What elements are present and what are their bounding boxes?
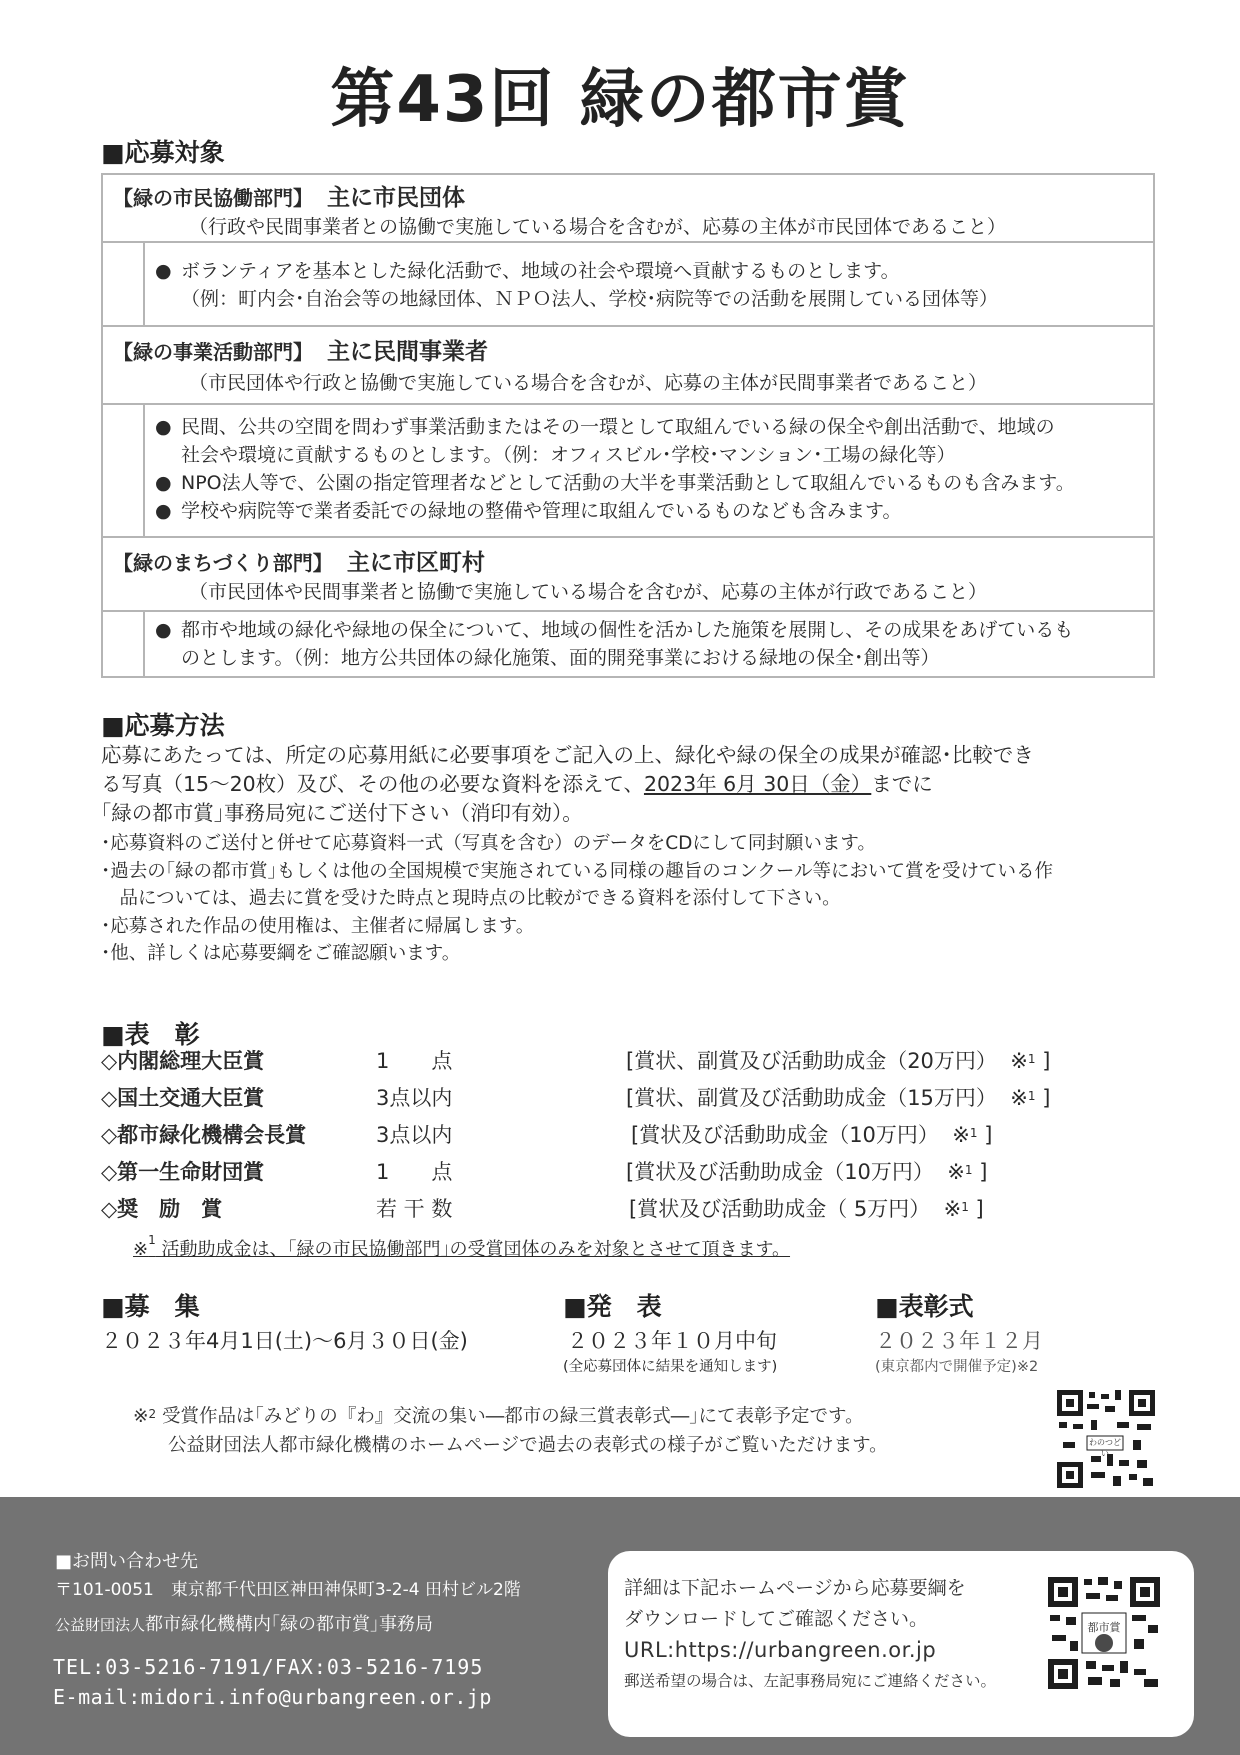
- method-notes: [101, 830, 1171, 968]
- award-mark: ※: [947, 1160, 965, 1184]
- contact-email[interactable]: E-mail:midori.info@urbangreen.or.jp: [53, 1685, 492, 1709]
- note-text: 受賞作品は｢みどりの『わ』交流の集い―都市の緑三賞表彰式―｣にて表彰予定です。: [162, 1406, 864, 1427]
- section-heading-method: ■応募方法: [101, 711, 225, 740]
- category-box-business: [101, 325, 1155, 538]
- award-count: 若 干 数: [376, 1197, 453, 1221]
- award-prize: [631, 1117, 992, 1154]
- award-name: ◇第一生命財団賞: [101, 1160, 265, 1184]
- award-name: ◇奨 励 賞: [101, 1197, 223, 1221]
- category-header: [103, 175, 1153, 243]
- award-prize-text: [賞状及び活動助成金（ 5万円）: [629, 1197, 931, 1221]
- bullet-text: （例：町内会･自治会等の地縁団体、ＮＰＯ法人、学校･病院等での活動を展開している団体等）: [181, 288, 999, 310]
- method-note: ･応募資料のご送付と併せて応募資料一式（写真を含む）のデータをCDにして同封願います。: [101, 833, 876, 854]
- award-close: ]: [979, 1160, 988, 1184]
- method-body: [101, 741, 1161, 828]
- schedule-heading: ■発 表: [563, 1292, 662, 1321]
- method-paragraph: 応募にあたっては、所定の応募用紙に必要事項をご記入の上、緑化や緑の保全の成果が確認･比較でき: [101, 743, 1034, 767]
- award-sup: 1: [1027, 1052, 1036, 1066]
- bullet-text: NPO法人等で、公園の指定管理者などとして活動の大半を事業活動として取組んでいるものも含みます。: [181, 472, 1075, 494]
- qr-code-ceremony[interactable]: [1057, 1390, 1155, 1488]
- category-body: [103, 403, 1153, 538]
- info-line: 郵送希望の場合は、左記事務局宛にご連絡ください。: [624, 1672, 997, 1690]
- category-title: [113, 544, 485, 577]
- info-line: 詳細は下記ホームページから応募要綱を: [624, 1577, 966, 1599]
- award-sup: 1: [969, 1126, 978, 1140]
- method-paragraph: ｢緑の都市賞｣事務局宛にご送付下さい（消印有効）。: [101, 801, 583, 825]
- award-mark: ※: [952, 1123, 970, 1147]
- schedule-heading: ■募 集: [101, 1292, 200, 1321]
- note-text: 公益財団法人都市緑化機構のホームページで過去の表彰式の様子がご覧いただけます。: [168, 1435, 888, 1456]
- ceremony-line: [133, 1402, 888, 1431]
- schedule-heading: ■表彰式: [875, 1292, 974, 1321]
- contact-org-small: 公益財団法人: [55, 1616, 146, 1634]
- footnote-mark: ※: [133, 1239, 149, 1260]
- award-close: ]: [984, 1123, 993, 1147]
- award-row: [101, 1154, 1181, 1191]
- divider: [143, 241, 145, 327]
- footnote-sup: 1: [148, 1233, 156, 1247]
- award-close: ]: [1042, 1049, 1051, 1073]
- award-row: [101, 1080, 1181, 1117]
- category-body: [103, 610, 1153, 678]
- schedule-announce: [563, 1287, 777, 1376]
- award-prize: [629, 1191, 984, 1228]
- award-prize-text: [賞状、副賞及び活動助成金（20万円）: [626, 1049, 997, 1073]
- award-prize: [626, 1043, 1050, 1080]
- qr-caption: わのつどい: [1089, 1438, 1121, 1458]
- award-count: 3点以内: [376, 1086, 453, 1110]
- qr-caption: 都市賞: [1087, 1621, 1121, 1634]
- method-text: る写真（15～20枚）及び、その他の必要な資料を添えて、: [101, 772, 644, 796]
- note-mark: ※: [133, 1406, 149, 1427]
- category-note: （市民団体や行政と協働で実施している場合を含むが、応募の主体が民間事業者であること）: [189, 372, 988, 394]
- bullet-icon: ●: [155, 416, 172, 438]
- qr-code-website[interactable]: [1048, 1577, 1160, 1689]
- category-header: [103, 327, 1153, 405]
- ceremony-note: [133, 1402, 888, 1460]
- award-prize-text: [賞状、副賞及び活動助成金（15万円）: [626, 1086, 997, 1110]
- footnote-text: 活動助成金は、｢緑の市民協働部門｣の受賞団体のみを対象とさせて頂きます。: [161, 1239, 791, 1260]
- bullet-text: 社会や環境に貢献するものとします。（例：オフィスビル･学校･マンション･工場の緑化等）: [181, 444, 956, 466]
- method-note: ･他、詳しくは応募要綱をご確認願います。: [101, 943, 461, 964]
- page-title: 第43回 緑の都市賞: [330, 63, 910, 137]
- award-sup: 1: [1027, 1089, 1036, 1103]
- award-close: ]: [975, 1197, 984, 1221]
- schedule-date: ２０２３年4月1日(土)～6月３０日(金): [101, 1329, 468, 1353]
- method-note: ･応募された作品の使用権は、主催者に帰属します。: [101, 915, 535, 937]
- bullet-item: [155, 616, 1073, 672]
- bullet-text: 学校や病院等で業者委託での緑地の整備や管理に取組んでいるものなども含みます。: [181, 500, 902, 522]
- award-footnote: [133, 1235, 790, 1261]
- category-note: （行政や民間事業者との協働で実施している場合を含むが、応募の主体が市民団体であること）: [189, 216, 1007, 238]
- award-count: 1 点: [376, 1160, 453, 1184]
- bullet-text: 民間、公共の空間を問わず事業活動またはその一環として取組んでいる緑の保全や創出活動で、地域の: [181, 416, 1055, 438]
- bullet-icon: ●: [155, 619, 172, 641]
- info-text: [624, 1573, 996, 1697]
- note-sup: 2: [148, 1407, 157, 1421]
- category-main: 主に市民団体: [327, 185, 465, 211]
- category-title: [113, 179, 465, 212]
- deadline: 2023年 6月 30日（金）: [643, 772, 872, 796]
- category-label: 【緑の市民協働部門】: [113, 186, 313, 210]
- contact-heading: ■お問い合わせ先: [55, 1551, 199, 1572]
- schedule-date: ２０２３年１０月中旬: [567, 1329, 777, 1353]
- award-close: ]: [1042, 1086, 1051, 1110]
- method-paragraph: [101, 770, 1161, 799]
- award-count: 3点以内: [376, 1123, 453, 1147]
- award-sup: 1: [961, 1200, 969, 1214]
- section-heading-target: ■応募対象: [101, 138, 225, 167]
- contact-footer: [0, 1497, 1240, 1755]
- category-note: （市民団体や民間事業者と協働で実施している場合を含むが、応募の主体が行政であること）: [189, 581, 988, 603]
- bullet-text: 都市や地域の緑化や緑地の保全について、地域の個性を活かした施策を展開し、その成果をあげているも: [181, 619, 1074, 641]
- category-main: 主に市区町村: [346, 550, 485, 576]
- award-name: ◇国土交通大臣賞: [101, 1086, 265, 1110]
- award-prize-text: [賞状及び活動助成金（10万円）: [626, 1160, 934, 1184]
- award-row: [101, 1117, 1181, 1154]
- award-mark: ※: [1010, 1049, 1028, 1073]
- award-row: [101, 1043, 1181, 1080]
- award-mark: ※: [1010, 1086, 1028, 1110]
- category-label: 【緑のまちづくり部門】: [113, 551, 333, 575]
- award-count: 1 点: [376, 1049, 453, 1073]
- schedule-recruit: [101, 1287, 468, 1355]
- award-name: ◇内閣総理大臣賞: [101, 1049, 265, 1073]
- method-note: ･過去の｢緑の都市賞｣もしくは他の全国規模で実施されている同様の趣旨のコンクール等において賞を受けている作: [101, 860, 1054, 882]
- method-note: 品については、過去に賞を受けた時点と現時点の比較ができる資料を添付して下さい。: [101, 888, 841, 909]
- schedule-date: ２０２３年１２月: [875, 1329, 1043, 1353]
- category-main: 主に民間事業者: [327, 339, 488, 365]
- bullet-item: [155, 257, 998, 313]
- category-header: [103, 538, 1153, 612]
- award-sup: 1: [964, 1163, 973, 1177]
- divider: [143, 610, 145, 678]
- award-prize: [626, 1154, 987, 1191]
- section-heading-awards: ■表 彰: [101, 1020, 200, 1049]
- award-prize-text: [賞状及び活動助成金（10万円）: [631, 1123, 939, 1147]
- info-url[interactable]: URL:https://urbangreen.or.jp: [624, 1638, 937, 1662]
- method-text: までに: [871, 772, 933, 796]
- category-box-town: [101, 536, 1155, 678]
- award-mark: ※: [943, 1197, 962, 1221]
- category-label: 【緑の事業活動部門】: [113, 340, 313, 364]
- bullet-icon: ●: [155, 260, 172, 282]
- award-list: [101, 1043, 1181, 1228]
- divider: [143, 403, 145, 538]
- category-box-citizen: [101, 173, 1155, 327]
- contact-address: 〒101-0051 東京都千代田区神田神保町3-2-4 田村ビル2階: [55, 1580, 521, 1600]
- bullet-icon: ●: [155, 500, 172, 522]
- bullet-item: [155, 413, 1075, 525]
- contact-org-name: 都市緑化機構内｢緑の都市賞｣事務局: [145, 1614, 434, 1635]
- info-box: [608, 1551, 1194, 1737]
- schedule-sub: (東京都内で開催予定)※2: [875, 1359, 1039, 1375]
- category-title: [113, 333, 488, 366]
- schedule-ceremony: [875, 1287, 1043, 1376]
- contact-tel: TEL:03-5216-7191/FAX:03-5216-7195: [53, 1655, 484, 1679]
- info-line: ダウンロードしてご確認ください。: [624, 1608, 929, 1630]
- schedule-sub: (全応募団体に結果を通知します): [563, 1359, 778, 1375]
- award-name: ◇都市緑化機構会長賞: [101, 1123, 307, 1147]
- bullet-text: ボランティアを基本とした緑化活動で、地域の社会や環境へ貢献するものとします。: [181, 260, 900, 282]
- contact-org: [55, 1610, 433, 1636]
- award-prize: [626, 1080, 1050, 1117]
- category-body: [103, 241, 1153, 327]
- bullet-text: のとします。（例：地方公共団体の緑化施策、面的開発事業における緑地の保全･創出等）: [181, 647, 940, 669]
- bullet-icon: ●: [155, 472, 172, 494]
- award-row: [101, 1191, 1181, 1228]
